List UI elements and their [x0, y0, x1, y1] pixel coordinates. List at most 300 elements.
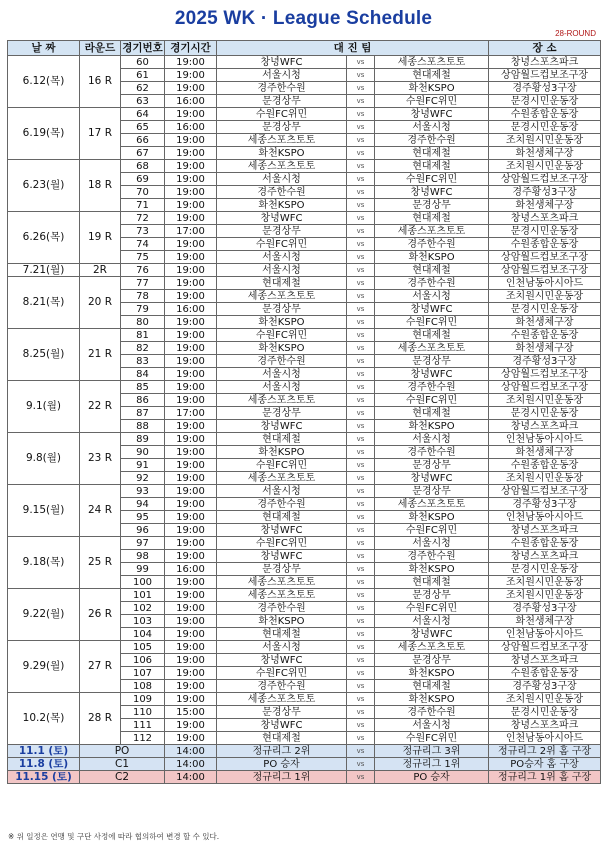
- home-team: 수원FC위민: [217, 329, 347, 342]
- match-number: 63: [121, 95, 165, 108]
- match-round: 21 R: [80, 329, 121, 381]
- match-row: [8, 537, 601, 550]
- match-number: 71: [121, 199, 165, 212]
- match-time: 19:00: [165, 498, 217, 511]
- home-team: 세종스포츠토토: [217, 472, 347, 485]
- match-number: 93: [121, 485, 165, 498]
- match-time: 19:00: [165, 342, 217, 355]
- header-round: 라운드: [80, 41, 121, 56]
- match-round: 17 R: [80, 108, 121, 160]
- match-row: [8, 212, 601, 225]
- venue: 화천생체구장: [489, 199, 601, 212]
- away-team: 수원FC위민: [375, 732, 489, 745]
- match-row: [8, 108, 601, 121]
- match-time: 19:00: [165, 173, 217, 186]
- home-team: 문경상무: [217, 407, 347, 420]
- home-team: 서울시청: [217, 381, 347, 394]
- match-number: 82: [121, 342, 165, 355]
- match-time: 16:00: [165, 121, 217, 134]
- match-time: 19:00: [165, 602, 217, 615]
- venue: 상암월드컵보조구장: [489, 264, 601, 277]
- playoff-venue: PO승자 홈 구장: [489, 758, 601, 771]
- home-team: 현대제철: [217, 433, 347, 446]
- home-team: 수원FC위민: [217, 459, 347, 472]
- home-team: 세종스포츠토토: [217, 134, 347, 147]
- match-time: 19:00: [165, 160, 217, 173]
- match-time: 19:00: [165, 394, 217, 407]
- match-date: 9.15(월): [8, 485, 80, 537]
- home-team: 화천KSPO: [217, 615, 347, 628]
- vs-label: vs: [347, 69, 375, 82]
- playoff-venue: 정규리그 2위 홈 구장: [489, 745, 601, 758]
- header-matchup: 대 진 팀: [217, 41, 489, 56]
- away-team: 현대제철: [375, 212, 489, 225]
- venue: 조치원시민운동장: [489, 160, 601, 173]
- away-team: 서울시청: [375, 537, 489, 550]
- away-team: 문경상무: [375, 459, 489, 472]
- match-date: 9.18(목): [8, 537, 80, 589]
- vs-label: vs: [347, 420, 375, 433]
- home-team: 수원FC위민: [217, 537, 347, 550]
- match-time: 19:00: [165, 381, 217, 394]
- match-time: 19:00: [165, 251, 217, 264]
- away-team: 현대제철: [375, 329, 489, 342]
- venue: 경주황성3구장: [489, 498, 601, 511]
- match-row: [8, 56, 601, 69]
- match-number: 111: [121, 719, 165, 732]
- vs-label: vs: [347, 615, 375, 628]
- vs-label: vs: [347, 407, 375, 420]
- playoff-round: C2: [80, 771, 165, 784]
- match-time: 19:00: [165, 264, 217, 277]
- venue: 상암월드컵보조구장: [489, 381, 601, 394]
- schedule-table: [7, 40, 601, 784]
- vs-label: vs: [347, 225, 375, 238]
- venue: 인천남동아시아드: [489, 628, 601, 641]
- match-number: 78: [121, 290, 165, 303]
- match-number: 87: [121, 407, 165, 420]
- match-round: 24 R: [80, 485, 121, 537]
- venue: 문경시민운동장: [489, 303, 601, 316]
- match-number: 102: [121, 602, 165, 615]
- venue: 문경시민운동장: [489, 95, 601, 108]
- away-team: 현대제철: [375, 576, 489, 589]
- match-time: 19:00: [165, 56, 217, 69]
- footnote: ※ 위 일정은 연맹 및 구단 사정에 따라 협의하여 변경 할 수 있다.: [8, 832, 220, 841]
- venue: 인천남동아시아드: [489, 433, 601, 446]
- match-time: 19:00: [165, 199, 217, 212]
- home-team: 현대제철: [217, 277, 347, 290]
- vs-label: vs: [347, 693, 375, 706]
- home-team: 세종스포츠토토: [217, 693, 347, 706]
- match-number: 112: [121, 732, 165, 745]
- vs-label: vs: [347, 667, 375, 680]
- match-number: 108: [121, 680, 165, 693]
- home-team: 창녕WFC: [217, 524, 347, 537]
- venue: 상암월드컵보조구장: [489, 641, 601, 654]
- match-number: 99: [121, 563, 165, 576]
- away-team: 세종스포츠토토: [375, 342, 489, 355]
- match-time: 19:00: [165, 641, 217, 654]
- match-number: 88: [121, 420, 165, 433]
- venue: 상암월드컵보조구장: [489, 368, 601, 381]
- vs-label: vs: [347, 303, 375, 316]
- home-team: 창녕WFC: [217, 550, 347, 563]
- venue: 화천생체구장: [489, 446, 601, 459]
- match-time: 19:00: [165, 316, 217, 329]
- away-team: 화천KSPO: [375, 420, 489, 433]
- vs-label: vs: [347, 290, 375, 303]
- match-time: 19:00: [165, 511, 217, 524]
- match-time: 16:00: [165, 563, 217, 576]
- match-number: 83: [121, 355, 165, 368]
- match-number: 61: [121, 69, 165, 82]
- venue: 조치원시민운동장: [489, 290, 601, 303]
- venue: 인천남동아시아드: [489, 732, 601, 745]
- venue: 창녕스포츠파크: [489, 654, 601, 667]
- match-time: 19:00: [165, 446, 217, 459]
- match-number: 66: [121, 134, 165, 147]
- match-row: [8, 160, 601, 173]
- match-date: 9.22(월): [8, 589, 80, 641]
- vs-label: vs: [347, 381, 375, 394]
- venue: 상암월드컵보조구장: [489, 251, 601, 264]
- playoff-row: [8, 771, 601, 784]
- match-date: 10.2(목): [8, 693, 80, 745]
- vs-label: vs: [347, 576, 375, 589]
- match-number: 64: [121, 108, 165, 121]
- away-team: 세종스포츠토토: [375, 498, 489, 511]
- venue: 조치원시민운동장: [489, 693, 601, 706]
- away-team: 경주한수원: [375, 381, 489, 394]
- venue: 조치원시민운동장: [489, 394, 601, 407]
- vs-label: vs: [347, 368, 375, 381]
- vs-label: vs: [347, 134, 375, 147]
- home-team: 경주한수원: [217, 186, 347, 199]
- match-number: 101: [121, 589, 165, 602]
- match-number: 105: [121, 641, 165, 654]
- match-round: 23 R: [80, 433, 121, 485]
- match-time: 19:00: [165, 329, 217, 342]
- home-team: 경주한수원: [217, 680, 347, 693]
- venue: 창녕스포츠파크: [489, 524, 601, 537]
- header-date: 날 짜: [8, 41, 80, 56]
- home-team: 경주한수원: [217, 82, 347, 95]
- vs-label: vs: [347, 433, 375, 446]
- vs-label: vs: [347, 446, 375, 459]
- vs-label: vs: [347, 238, 375, 251]
- match-row: [8, 433, 601, 446]
- away-team: 경주한수원: [375, 238, 489, 251]
- match-date: 9.29(월): [8, 641, 80, 693]
- home-team: 문경상무: [217, 121, 347, 134]
- vs-label: vs: [347, 498, 375, 511]
- match-time: 19:00: [165, 693, 217, 706]
- away-team: 세종스포츠토토: [375, 56, 489, 69]
- home-team: 세종스포츠토토: [217, 160, 347, 173]
- home-team: 현대제철: [217, 511, 347, 524]
- venue: 상암월드컵보조구장: [489, 485, 601, 498]
- playoff-row: [8, 745, 601, 758]
- venue: 경주황성3구장: [489, 602, 601, 615]
- vs-label: vs: [347, 121, 375, 134]
- match-number: 79: [121, 303, 165, 316]
- match-time: 19:00: [165, 589, 217, 602]
- away-team: 현대제철: [375, 160, 489, 173]
- away-team: 문경상무: [375, 654, 489, 667]
- playoff-date: 11.8 (토): [8, 758, 80, 771]
- match-number: 62: [121, 82, 165, 95]
- vs-label: vs: [347, 186, 375, 199]
- match-row: [8, 485, 601, 498]
- playoff-time: 14:00: [165, 758, 217, 771]
- header-venue: 장 소: [489, 41, 601, 56]
- away-team: 경주한수원: [375, 134, 489, 147]
- match-row: [8, 277, 601, 290]
- home-team: 세종스포츠토토: [217, 394, 347, 407]
- match-row: [8, 693, 601, 706]
- match-number: 89: [121, 433, 165, 446]
- away-team: 화천KSPO: [375, 693, 489, 706]
- venue: 경주황성3구장: [489, 82, 601, 95]
- playoff-venue: 정규리그 1위 홈 구장: [489, 771, 601, 784]
- home-team: 문경상무: [217, 225, 347, 238]
- away-team: 창녕WFC: [375, 628, 489, 641]
- match-time: 19:00: [165, 238, 217, 251]
- match-time: 19:00: [165, 277, 217, 290]
- match-row: [8, 641, 601, 654]
- vs-label: vs: [347, 95, 375, 108]
- match-date: 6.12(목): [8, 56, 80, 108]
- home-team: 수원FC위민: [217, 238, 347, 251]
- match-number: 86: [121, 394, 165, 407]
- away-team: 현대제철: [375, 264, 489, 277]
- match-time: 16:00: [165, 303, 217, 316]
- home-team: 세종스포츠토토: [217, 589, 347, 602]
- vs-label: vs: [347, 641, 375, 654]
- match-number: 96: [121, 524, 165, 537]
- vs-label: vs: [347, 108, 375, 121]
- match-time: 15:00: [165, 706, 217, 719]
- away-team: 서울시청: [375, 433, 489, 446]
- match-number: 81: [121, 329, 165, 342]
- vs-label: vs: [347, 329, 375, 342]
- round-count-tag: 28-ROUND: [555, 29, 596, 38]
- venue: 수원종합운동장: [489, 108, 601, 121]
- vs-label: vs: [347, 277, 375, 290]
- match-number: 74: [121, 238, 165, 251]
- match-round: 16 R: [80, 56, 121, 108]
- match-row: [8, 589, 601, 602]
- away-team: 수원FC위민: [375, 602, 489, 615]
- match-row: [8, 381, 601, 394]
- vs-label: vs: [347, 212, 375, 225]
- match-time: 19:00: [165, 732, 217, 745]
- venue: 인천남동아시아드: [489, 511, 601, 524]
- match-time: 19:00: [165, 628, 217, 641]
- playoff-date: 11.1 (토): [8, 745, 80, 758]
- header-time: 경기시간: [165, 41, 217, 56]
- vs-label: vs: [347, 316, 375, 329]
- home-team: 서울시청: [217, 69, 347, 82]
- away-team: 현대제철: [375, 407, 489, 420]
- vs-label: vs: [347, 56, 375, 69]
- match-number: 72: [121, 212, 165, 225]
- match-time: 19:00: [165, 69, 217, 82]
- away-team: 현대제철: [375, 147, 489, 160]
- playoff-home-team: PO 승자: [217, 758, 347, 771]
- playoff-date: 11.15 (토): [8, 771, 80, 784]
- venue: 조치원시민운동장: [489, 472, 601, 485]
- match-time: 19:00: [165, 82, 217, 95]
- match-time: 19:00: [165, 290, 217, 303]
- match-number: 70: [121, 186, 165, 199]
- away-team: 창녕WFC: [375, 472, 489, 485]
- match-time: 19:00: [165, 667, 217, 680]
- match-time: 17:00: [165, 407, 217, 420]
- vs-label: vs: [347, 654, 375, 667]
- vs-label: vs: [347, 537, 375, 550]
- match-date: 8.21(목): [8, 277, 80, 329]
- home-team: 문경상무: [217, 706, 347, 719]
- match-number: 67: [121, 147, 165, 160]
- venue: 화천생체구장: [489, 147, 601, 160]
- away-team: 경주한수원: [375, 446, 489, 459]
- away-team: 문경상무: [375, 485, 489, 498]
- away-team: 문경상무: [375, 199, 489, 212]
- vs-label: vs: [347, 264, 375, 277]
- match-number: 75: [121, 251, 165, 264]
- venue: 수원종합운동장: [489, 459, 601, 472]
- schedule-title: 2025 WK · League Schedule: [174, 8, 433, 29]
- match-round: 18 R: [80, 160, 121, 212]
- away-team: 세종스포츠토토: [375, 225, 489, 238]
- playoff-away-team: 정규리그 1위: [375, 758, 489, 771]
- match-date: 6.19(목): [8, 108, 80, 160]
- match-number: 90: [121, 446, 165, 459]
- home-team: 창녕WFC: [217, 719, 347, 732]
- match-time: 19:00: [165, 680, 217, 693]
- match-number: 73: [121, 225, 165, 238]
- match-number: 104: [121, 628, 165, 641]
- match-date: 7.21(월): [8, 264, 80, 277]
- away-team: 화천KSPO: [375, 82, 489, 95]
- match-time: 19:00: [165, 524, 217, 537]
- venue: 문경시민운동장: [489, 225, 601, 238]
- home-team: 창녕WFC: [217, 420, 347, 433]
- playoff-row: [8, 758, 601, 771]
- home-team: 세종스포츠토토: [217, 290, 347, 303]
- vs-label: vs: [347, 82, 375, 95]
- match-row: [8, 264, 601, 277]
- vs-label: vs: [347, 160, 375, 173]
- home-team: 서울시청: [217, 173, 347, 186]
- match-number: 110: [121, 706, 165, 719]
- match-date: 6.23(월): [8, 160, 80, 212]
- home-team: 경주한수원: [217, 602, 347, 615]
- away-team: 서울시청: [375, 121, 489, 134]
- venue: 문경시민운동장: [489, 121, 601, 134]
- match-number: 60: [121, 56, 165, 69]
- vs-label: vs: [347, 394, 375, 407]
- venue: 조치원시민운동장: [489, 589, 601, 602]
- match-date: 9.1(월): [8, 381, 80, 433]
- match-round: 27 R: [80, 641, 121, 693]
- playoff-home-team: 정규리그 1위: [217, 771, 347, 784]
- venue: 화천생체구장: [489, 615, 601, 628]
- match-round: 28 R: [80, 693, 121, 745]
- venue: 화천생체구장: [489, 316, 601, 329]
- venue: 인천남동아시아드: [489, 277, 601, 290]
- vs-label: vs: [347, 602, 375, 615]
- away-team: 경주한수원: [375, 277, 489, 290]
- playoff-round: C1: [80, 758, 165, 771]
- vs-label: vs: [347, 524, 375, 537]
- home-team: 세종스포츠토토: [217, 576, 347, 589]
- home-team: 창녕WFC: [217, 56, 347, 69]
- home-team: 화천KSPO: [217, 446, 347, 459]
- venue: 문경시민운동장: [489, 563, 601, 576]
- vs-label: vs: [347, 199, 375, 212]
- match-time: 19:00: [165, 719, 217, 732]
- playoff-time: 14:00: [165, 771, 217, 784]
- home-team: 서울시청: [217, 264, 347, 277]
- home-team: 수원FC위민: [217, 667, 347, 680]
- match-time: 19:00: [165, 485, 217, 498]
- home-team: 서울시청: [217, 368, 347, 381]
- venue: 문경시민운동장: [489, 706, 601, 719]
- match-time: 19:00: [165, 576, 217, 589]
- match-time: 17:00: [165, 225, 217, 238]
- match-round: 22 R: [80, 381, 121, 433]
- match-number: 106: [121, 654, 165, 667]
- home-team: 창녕WFC: [217, 654, 347, 667]
- home-team: 서울시청: [217, 485, 347, 498]
- away-team: 수원FC위민: [375, 524, 489, 537]
- match-time: 19:00: [165, 459, 217, 472]
- venue: 창녕스포츠파크: [489, 420, 601, 433]
- match-round: 26 R: [80, 589, 121, 641]
- vs-label: vs: [347, 355, 375, 368]
- away-team: 경주한수원: [375, 706, 489, 719]
- match-number: 80: [121, 316, 165, 329]
- home-team: 창녕WFC: [217, 212, 347, 225]
- vs-label: vs: [347, 511, 375, 524]
- venue: 수원종합운동장: [489, 329, 601, 342]
- match-number: 85: [121, 381, 165, 394]
- match-number: 77: [121, 277, 165, 290]
- away-team: 창녕WFC: [375, 108, 489, 121]
- vs-label: vs: [347, 732, 375, 745]
- match-date: 9.8(월): [8, 433, 80, 485]
- match-number: 76: [121, 264, 165, 277]
- vs-label: vs: [347, 771, 375, 784]
- match-time: 19:00: [165, 654, 217, 667]
- venue: 조치원시민운동장: [489, 134, 601, 147]
- match-number: 69: [121, 173, 165, 186]
- vs-label: vs: [347, 342, 375, 355]
- venue: 창녕스포츠파크: [489, 550, 601, 563]
- home-team: 문경상무: [217, 95, 347, 108]
- match-time: 19:00: [165, 472, 217, 485]
- match-time: 19:00: [165, 420, 217, 433]
- match-time: 19:00: [165, 355, 217, 368]
- away-team: 화천KSPO: [375, 511, 489, 524]
- venue: 상암월드컵보조구장: [489, 173, 601, 186]
- match-row: [8, 329, 601, 342]
- match-number: 107: [121, 667, 165, 680]
- vs-label: vs: [347, 706, 375, 719]
